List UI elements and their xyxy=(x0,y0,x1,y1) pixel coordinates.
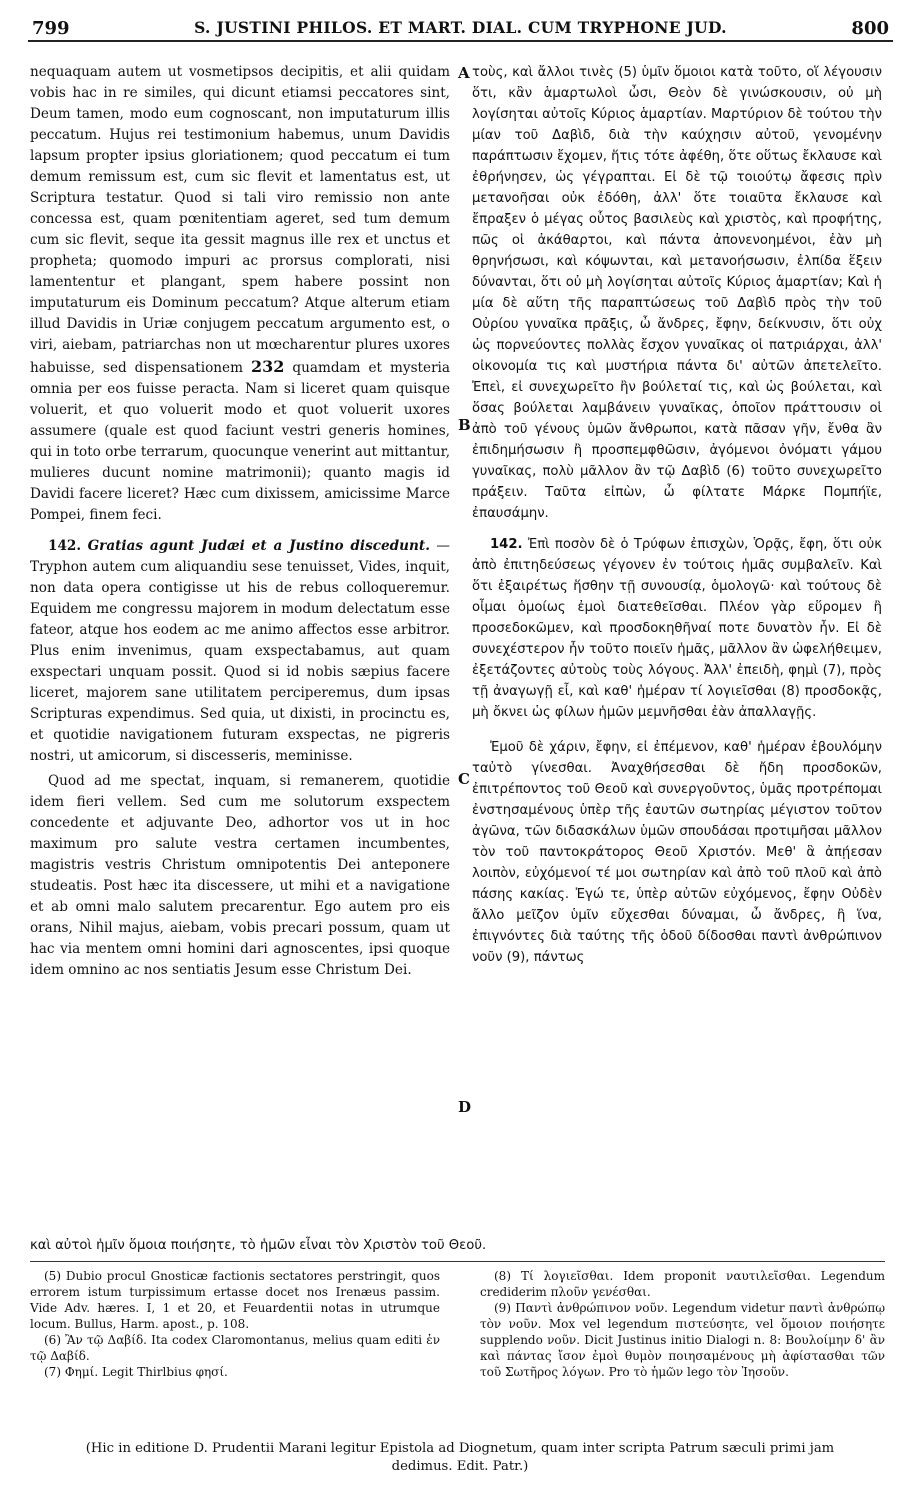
greek-full-width-line: καὶ αὐτοὶ ἡμῖν ὅμοια ποιήσητε, τὸ ἡμῶν εἶναι τὸν Χριστὸν τοῦ Θεοῦ. xyxy=(30,1238,487,1253)
running-header xyxy=(28,14,893,42)
footnotes-left xyxy=(30,1268,440,1380)
editor-note: (Hic in editione D. Prudentii Marani legitur Epistola ad Diognetum, quam inter scripta Patrum sæculi primi jam dedimus. Edit. Patr.) xyxy=(85,1441,835,1474)
footnote-9: (9) Παντὶ ἀνθρώπινον νοῦν. Legendum videtur παντὶ ἀνθρώπῳ τὸν νοῦν. Mox vel legendum πιστεύσητε, vel ὅμοιον ποιήσητε supplendo νοῦν. Dicit Justinus initio Dialogi n. 8: Βουλοίμην δ' ἂν καὶ πάντας ἴσον ἐμοὶ θυμὸν ποιησαμένους μὴ ἀφίστασθαι τῶν τοῦ Σωτῆρος λόγων. Pro τὸ ἡμῶν lego τὸν Ἰησοῦν. xyxy=(480,1301,885,1379)
page-number-left: 799 xyxy=(32,18,70,39)
latin-text-1b: quamdam et mysteria omnia per eos fuisse peracta. Nam si liceret quam quisque voluerit, et quo voluerit modo et quot voluerit uxores assumere (quale est quod faciunt vestri generis homines, qui in toto orbe terrarum, quocunque venerint aut mittantur, mulieres ducunt nomine matrimonii); quanto magis id Davidi facere liceret? Hæc cum dixissem, amicissime Marce Pompei, finem feci. xyxy=(30,360,451,523)
section-title: Gratias agunt Judæi et a Justino discedunt. xyxy=(87,538,430,554)
latin-section-142 xyxy=(30,536,450,767)
footnote-6: (6) Ἂν τῷ Δαβίδ. Ita codex Claromontanus, melius quam editi ἐν τῷ Δαβίδ. xyxy=(30,1333,440,1363)
footnote-5: (5) Dubio procul Gnosticæ factionis sectatores perstringit, quos errorem istum turpissimum ertasse docet nos Irenæus passim. Vide Adv. hæres. I, 1 et 20, et Feuardentii notas in utrumque locum. Bullus, Harm. apost., p. 108. xyxy=(30,1269,440,1331)
greek-paragraph-1: τοὺς, καὶ ἄλλοι τινὲς (5) ὑμῖν ὅμοιοι κατὰ τοῦτο, οἵ λέγουσιν ὅτι, κἂν ἁμαρτωλοὶ ὦσι, Θεὸν δὲ γινώσκουσιν, οὐ μὴ λογίσηται αὐτοῖς Κύριος ἁμαρτίαν. Μαρτύριον δὲ τούτου τὴν μίαν τοῦ Δαβὶδ, διὰ τὴν καύχησιν αὐτοῦ, γενομένην παράπτωσιν ἔχομεν, ἥτις τότε ἀφέθη, ὅτε οὕτως ἔκλαυσε καὶ ἐθρήνησεν, ὡς γέγραπται. Εἰ δὲ τῷ τοιούτῳ ἄφεσις πρὶν μετανοῆσαι οὐκ ἐδόθη, ἀλλ' ὅτε τοιαῦτα ἔκλαυσε καὶ ἔπραξεν ὁ μέγας οὗτος βασιλεὺς καὶ χριστὸς, καὶ προφήτης, πῶς οἱ ἀκάθαρτοι, καὶ πάντα ἀπονενοημένοι, ἐὰν μὴ θρηνήσωσι, καὶ κόψωνται, καὶ μετανοήσωσιν, ἐλπίδα ἕξειν δύνανται, ὅτι οὐ μὴ λογίσηται αὐτοῖς Κύριος ἁμαρτίαν; Καὶ ἡ μία δὲ αὕτη τῆς παραπτώσεως τοῦ Δαβὶδ πρὸς τὴν τοῦ Οὐρίου γυναῖκα πρᾶξις, ὦ ἄνδρες, ἔφην, δείκνυσιν, ὅτι οὐχ ὡς πορνεύοντες πολλὰς ἔσχον γυναῖκας οἱ πατριάρχαι, ἀλλ' οἰκονομία τις καὶ μυστήρια πάντα δι' αὐτῶν ἀπετελεῖτο. Ἐπεὶ, εἰ συνεχωρεῖτο ἣν βούλεταί τις, καὶ ὡς βούλεται, καὶ ὅσας βούλεται λαμβάνειν γυναῖκας, ὁποῖον πράττουσιν οἱ ἀπὸ τοῦ γένους ὑμῶν ἄνθρωποι, κατὰ πᾶσαν γῆν, ἔνθα ἂν ἐπιδημήσωσιν ἢ προσπεμφθῶσιν, ἀγόμενοι ὀνόματι γάμου γυναῖκας, πολὺ μᾶλλον ἂν τῷ Δαβὶδ (6) τοῦτο συνεχωρεῖτο πράξειν. Ταῦτα εἰπὼν, ὦ φίλτατε Μάρκε Πομπήϊε, ἐπαυσάμην. xyxy=(472,65,882,521)
margin-letter-b: B xyxy=(458,416,471,434)
latin-text-1a: nequaquam autem ut vosmetipsos decipitis, et alii quidam vobis hac in re similes, qui dicunt etiamsi peccatores sint, Deum tamen, modo eum cognoscant, non imputaturum illis peccatum. Hujus rei testimonium habemus, unum Davidis lapsum propter ipsius gloriationem; quod peccatum ei tum demum remissum est, cum sic flevit et lamentatus est, ut Scriptura testatur. Quod si tali viro remissio non ante concessa est, quam pœnitentiam ageret, sed tum demum cum sic flevit, seque ita gessit magnus ille rex et unctus et propheta; quomodo impuri ac prorsus complorati, nisi lamententur et plangant, spem habere possint non imputaturum eis Dominum peccatum? Atque alterum etiam illud Davidis in Uriæ conjugem peccatum argumento est, o viri, aiebam, patriarchas non ut mœcharentur plures uxores habuisse, sed dispensationem xyxy=(30,64,450,376)
footnote-7: (7) Φημί. Legit Thirlbius φησί. xyxy=(44,1365,228,1379)
footnote-8: (8) Τί λογιεῖσθαι. Idem proponit ναυτιλεῖσθαι. Legendum crediderim πλοῦν γενέσθαι. xyxy=(480,1269,885,1299)
latin-paragraph-1 xyxy=(30,62,450,526)
footnotes-right xyxy=(480,1268,885,1380)
greek-paragraph-3: Ἐμοῦ δὲ χάριν, ἔφην, εἰ ἐπέμενον, καθ' ἡμέραν ἐβουλόμην ταὐτὸ γίνεσθαι. Ἀναχθήσεσθαι δὲ ἤδη προσδοκῶν, ἐπιτρέποντος τοῦ Θεοῦ καὶ συνεργοῦντος, ὑμᾶς προτρέπομαι ἐνστησαμένους ὑπὲρ τῆς ἑαυτῶν σωτηρίας μέγιστον τοῦτον ἀγῶνα, τῶν διδασκάλων ὑμῶν σπουδάσαι προτιμῆσαι μᾶλλον τὸν τοῦ παντοκράτορος Θεοῦ Χριστόν. Μεθ' ἃ ἀπῄεσαν λοιπὸν, εὐχόμενοί τέ μοι σωτηρίαν καὶ ἀπὸ τοῦ πλοῦ καὶ ἀπὸ πάσης κακίας. Ἐγώ τε, ὑπὲρ αὐτῶν εὐχόμενος, ἔφην Οὐδὲν ἄλλο μεῖζον ὑμῖν εὔχεσθαι δύναμαι, ὦ ἄνδρες, ἢ ἵνα, ἐπιγνόντες διὰ ταύτης τῆς ὁδοῦ δίδοσθαι παντὶ ἀνθρώπινον νοῦν (9), πάντως xyxy=(472,740,882,965)
footnote-rule xyxy=(30,1261,885,1262)
section-number: 142. xyxy=(48,538,82,554)
margin-letter-a: A xyxy=(458,64,470,82)
running-title: S. JUSTINI PHILOS. ET MART. DIAL. CUM TRYPHONE JUD. xyxy=(194,18,727,37)
latin-text-2: — Tryphon autem cum aliquandiu sese tenuisset, Vides, inquit, non data opera contigisse ut his de rebus colloqueremur. Equidem me congressu majorem in modum delectatum esse fateor, atque hos eodem ac me animo affectos esse arbitror. Plus enim invenimus, quam exspectabamus, aut quam exspectari unquam possit. Quod si id nobis sæpius facere liceret, majorem sane utilitatem perciperemus, dum ipsas Scripturas expendimus. Sed quia, ut dixisti, in procinctu es, et quotidie navigationem futuram exspectas, ne pigreris nostri, ut amicorum, si discesseris, meminisse. xyxy=(30,538,450,764)
greek-section-142 xyxy=(472,534,882,723)
page-marker: 232 xyxy=(250,357,285,376)
latin-paragraph-3: Quod ad me spectat, inquam, si remanerem, quotidie idem fieri vellem. Sed cum me solutorum exspectem concedente et adjuvante Deo, adhortor vos ut in hoc maximum pro salute vestra certamen incumbentes, magistris vestris Christum omnipotentis Dei anteponere studeatis. Post hæc ita discessere, ut mihi et a navigatione et ab omni malo salutem precarentur. Ego autem pro eis orans, Nihil majus, aiebam, vobis precari possum, quam ut hac via mentem omni homini dari agnoscentes, ipsi quoque idem omnino ac nos sentiatis Jesum esse Christum Dei. xyxy=(30,773,450,978)
page-number-right: 800 xyxy=(851,18,889,39)
margin-letter-c: C xyxy=(458,770,470,788)
greek-column xyxy=(472,62,882,968)
greek-text-2: Ἐπὶ ποσὸν δὲ ὁ Τρύφων ἐπισχὼν, Ὁρᾷς, ἔφη, ὅτι οὐκ ἀπὸ ἐπιτηδεύσεως γέγονεν ἐν τούτοις ἡμᾶς συμβαλεῖν. Καὶ ὅτι ἐξαιρέτως ἥσθην τῇ συνουσίᾳ, ὁμολογῶ· καὶ τούτους δὲ οἶμαι ὁμοίως ἐμοὶ διατεθεῖσθαι. Πλέον γὰρ εὕρομεν ἢ προσεδοκῶμεν, καὶ προσδοκηθῆναί ποτε δυνατὸν ἦν. Εἰ δὲ συνεχέστερον ἦν τοῦτο ποιεῖν ἡμᾶς, μᾶλλον ἂν ὠφελήθειμεν, ἐξετάζοντες αὐτοὺς τοὺς λόγους. Ἀλλ' ἐπειδὴ, φημὶ (7), πρὸς τῇ ἀναγωγῇ εἶ, καὶ καθ' ἡμέραν τί λογιεῖσθαι (8) προσδοκᾷς, μὴ ὄκνει ὡς φίλων ἡμῶν μεμνῆσθαι ἐὰν ἀπαλλαγῇς. xyxy=(472,537,883,720)
greek-section-number: 142. xyxy=(490,537,523,552)
latin-column xyxy=(30,62,450,981)
margin-letter-d: D xyxy=(458,1098,472,1116)
